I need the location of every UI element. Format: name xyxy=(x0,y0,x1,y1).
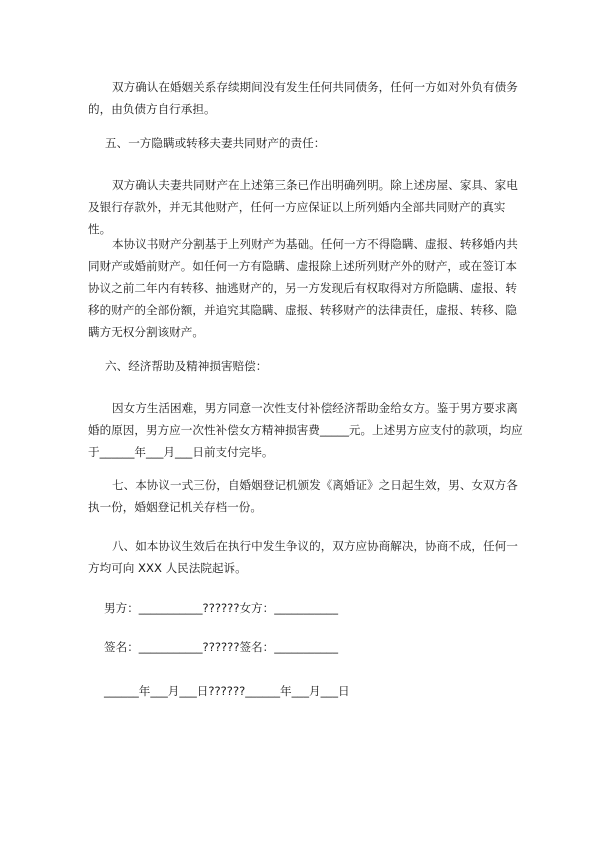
signature-date-line: ______年___月___日??????______年___月___日 xyxy=(104,684,350,698)
paragraph-common-property-confirmed: 双方确认夫妻共同财产在上述第三条已作出明确列明。除上述房屋、家具、家电及银行存款外，并无其他财产，任何一方应保证以上所列婚内全部共同财产的真实性。 xyxy=(88,178,518,236)
paragraph-section-7: 七、本协议一式三份，自婚姻登记机颁发《离婚证》之日起生效，男、女双方各执一份，婚姻登记机关存档一份。 xyxy=(88,478,518,514)
signature-sign-line: 签名：___________??????签名：___________ xyxy=(104,640,339,654)
heading-section-6: 六、经济帮助及精神损害赔偿： xyxy=(105,359,268,373)
paragraph-economic-compensation: 因女方生活困难，男方同意一次性支付补偿经济帮助金给女方。鉴于男方要求离婚的原因，男方应一次性补偿女方精神损害费_____元。上述男方应支付的款项，均应于______年___月___日前支付完毕。 xyxy=(88,401,523,459)
paragraph-section-8: 八、如本协议生效后在执行中发生争议的，双方应协商解决，协商不成，任何一方均可向 XXX 人民法院起诉。 xyxy=(88,539,518,575)
heading-section-5: 五、一方隐瞒或转移夫妻共同财产的责任： xyxy=(105,136,326,150)
signature-parties-line: 男方：___________??????女方：___________ xyxy=(104,601,339,615)
paragraph-property-division-basis: 本协议书财产分割基于上列财产为基础。任何一方不得隐瞒、虚报、转移婚内共同财产或婚前财产。如任何一方有隐瞒、虚报除上述所列财产外的财产，或在签订本协议之前二年内有转移、抽逃财产的，另一方发现后有权取得对方所隐瞒、虚报、转移的财产的全部份额，并追究其隐瞒、虚报、转移财产的法律责任，虚报、转移、隐瞒方无权分割该财产。 xyxy=(88,237,518,339)
paragraph-no-common-debt: 双方确认在婚姻关系存续期间没有发生任何共同债务，任何一方如对外负有债务的，由负债方自行承担。 xyxy=(88,80,518,116)
